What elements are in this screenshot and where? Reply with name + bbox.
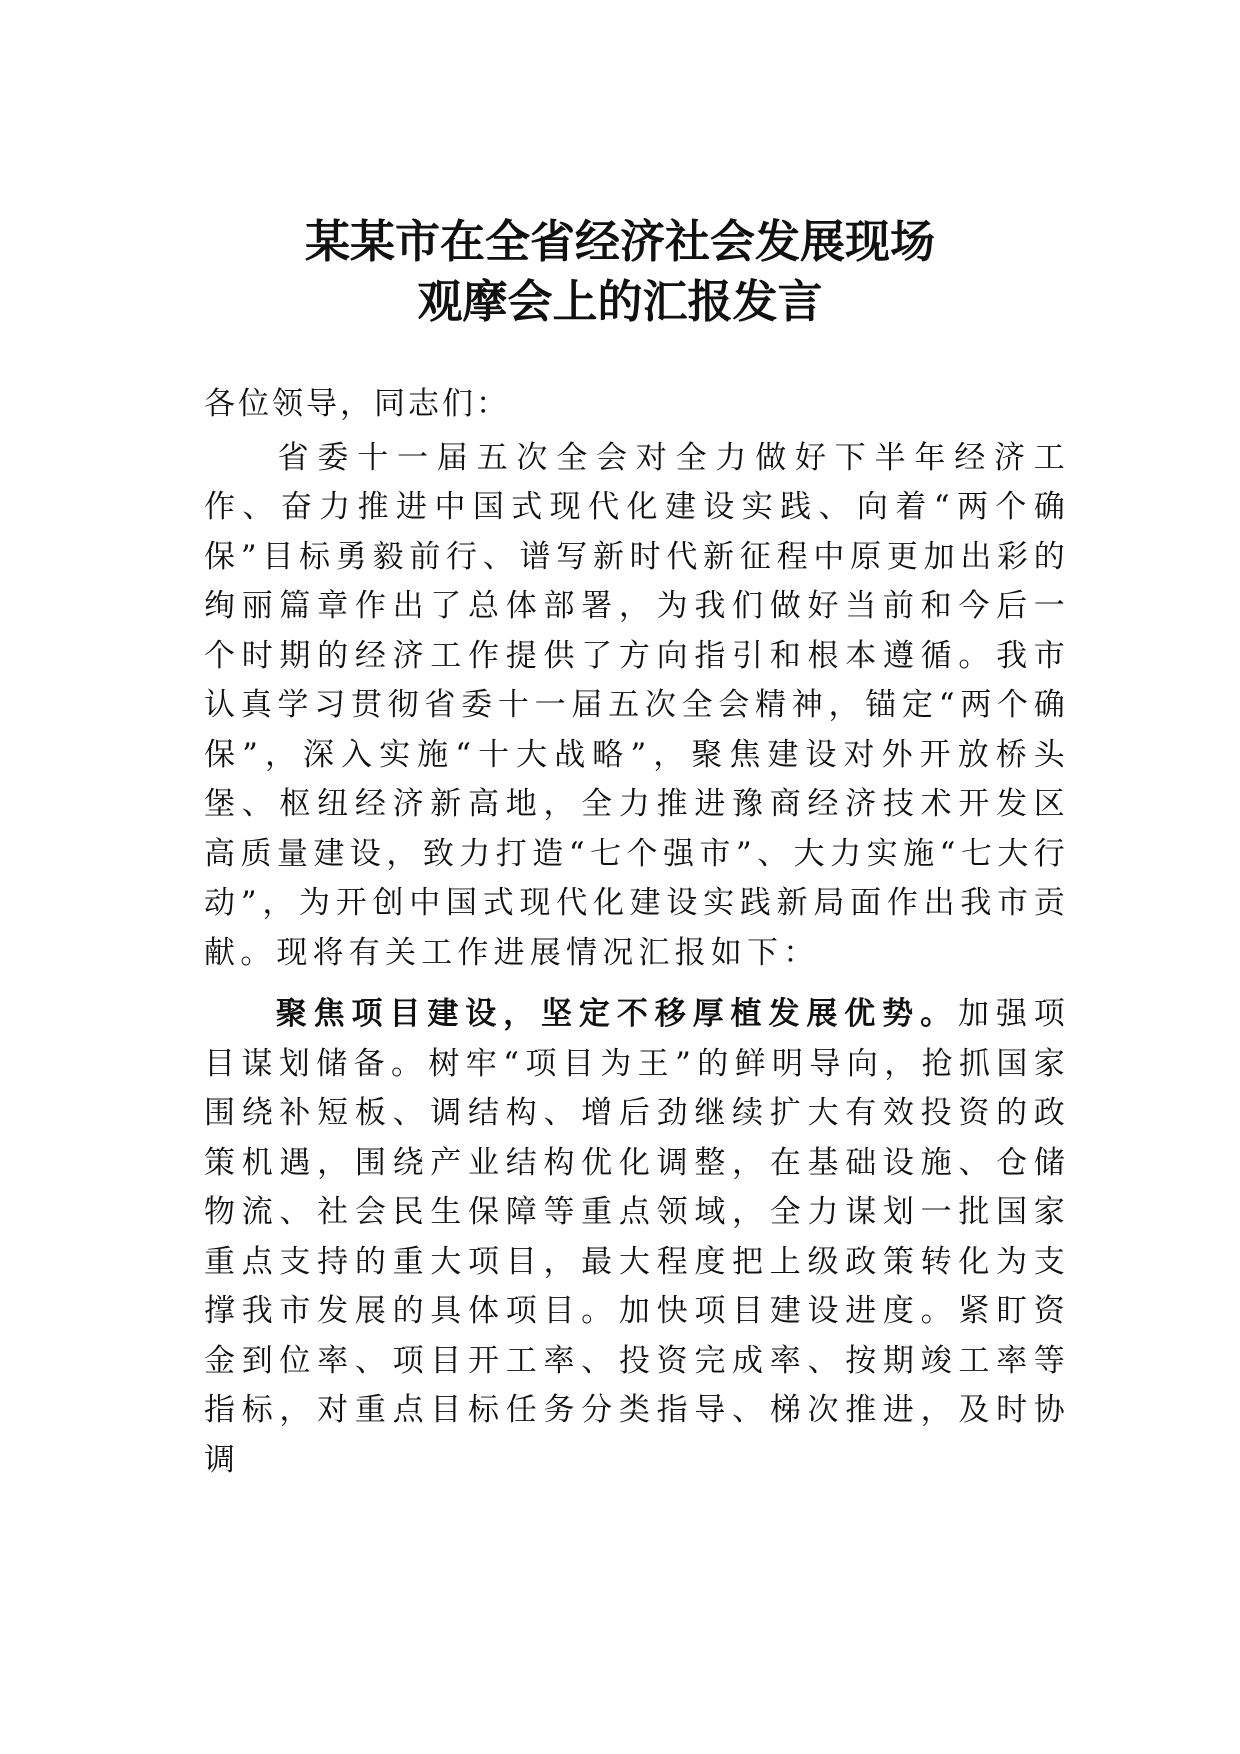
paragraph-heading: 聚焦项目建设，坚定不移厚植发展优势。 bbox=[274, 996, 958, 1032]
title-line-2: 观摩会上的汇报发言 bbox=[417, 275, 823, 328]
paragraph-project-text: 加强项目谋划储备。树牢“项目为王”的鲜明导向，抢抓国家围绕补短板、调结构、增后劲继续扩大有效投资的政策机遇，围绕产业结构优化调整，在基础设施、仓储物流、社会民生保障等重点领域，全力谋划一批国家重点支持的重大项目，最大程度把上级政策转化为支撑我市发展的具体项目。加快项目建设进度。紧盯资金到位率、项目开工率、投资完成率、按期竣工率等指标，对重点目标任务分类指导、梯次推进，及时协调 bbox=[204, 996, 1070, 1478]
paragraph-intro-text: 省委十一届五次全会对全力做好下半年经济工作、奋力推进中国式现代化建设实践、向着“两个确保”目标勇毅前行、谱写新时代新征程中原更加出彩的绚丽篇章作出了总体部署，为我们做好当前和今后一个时期的经济工作提供了方向指引和根本遵循。我市认真学习贯彻省委十一届五次全会精神，锚定“两个确保”，深入实施“十大战略”，聚焦建设对外开放桥头堡、枢纽经济新高地，全力推进豫商经济技术开发区高质量建设，致力打造“七个强市”、大力实施“七大行动”，为开创中国式现代化建设实践新局面作出我市贡献。现将有关工作进展情况汇报如下： bbox=[204, 439, 1070, 971]
paragraph-project-construction bbox=[204, 990, 1070, 1485]
paragraph-intro bbox=[204, 434, 1070, 979]
salutation: 各位领导，同志们： bbox=[204, 386, 510, 422]
document-title bbox=[0, 212, 1240, 332]
title-line-1: 某某市在全省经济社会发展现场 bbox=[304, 215, 935, 268]
document-body bbox=[204, 380, 1070, 1497]
